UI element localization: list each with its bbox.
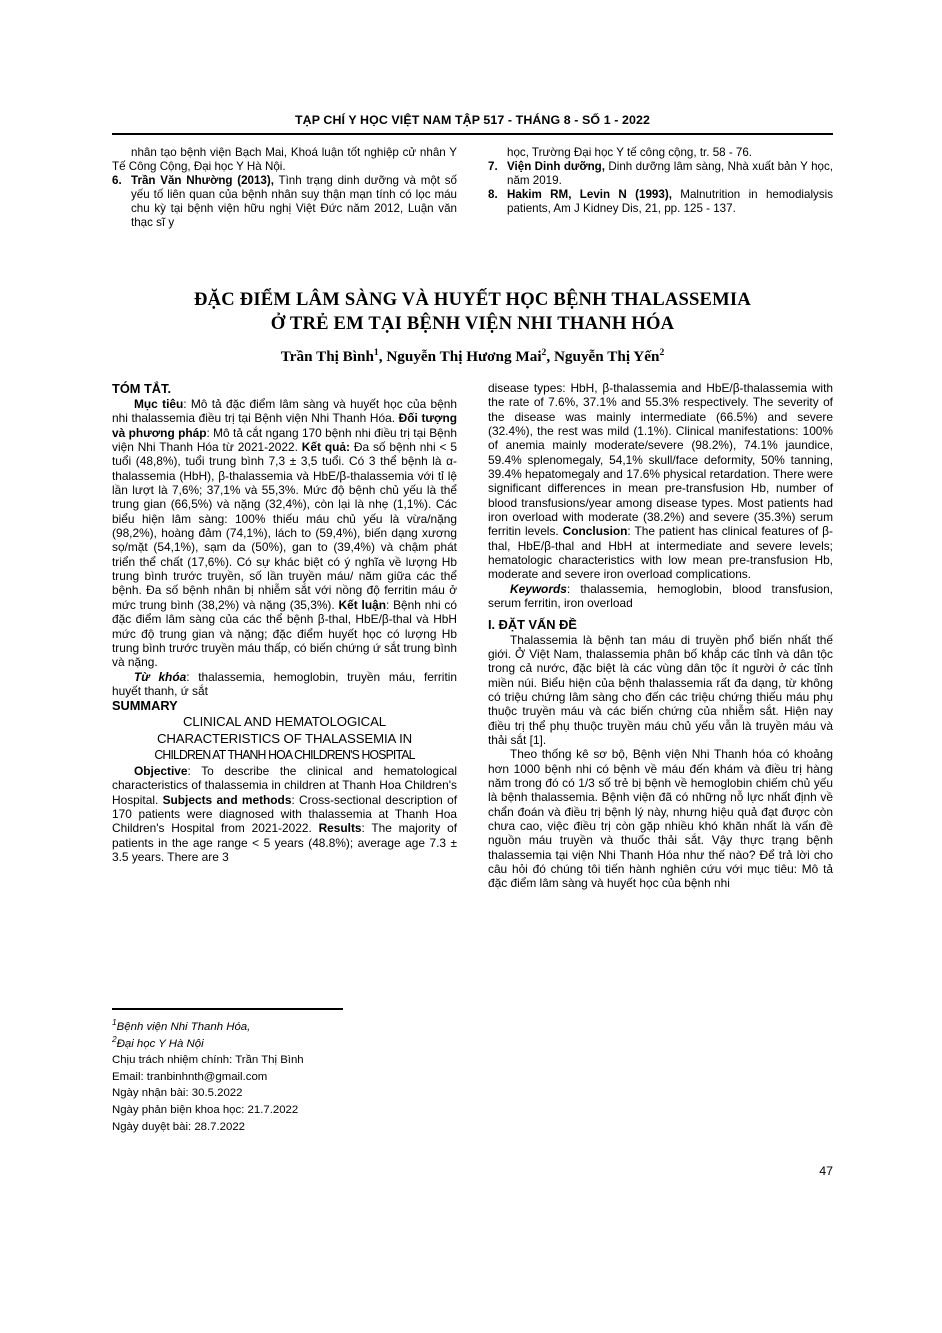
- body-column-right: [488, 381, 833, 891]
- reference-continuation-right: học, Trường Đại học Y tế công cộng, tr. 58 - 76.: [507, 146, 753, 159]
- article-title-line-1: ĐẶC ĐIỂM LÂM SÀNG VÀ HUYẾT HỌC BỆNH THALASSEMIA: [194, 289, 751, 310]
- abstract-en-methods-label: Subjects and methods: [162, 792, 292, 807]
- abstract-vi-conclusion-label: Kết luận: [338, 597, 386, 612]
- article-title: [112, 288, 833, 336]
- author-1-affiliation-marker: 1: [373, 346, 379, 358]
- footnote-affiliation-1-text: Bệnh viện Nhi Thanh Hóa,: [116, 1021, 251, 1033]
- abstract-vi-objective-text: : Mô tả đặc điểm lâm sàng và huyết học của bệnh nhi thalassemia điều trị tại Bệnh viện Nhi Thanh Hóa.: [112, 397, 457, 426]
- abstract-vi-results-label: Kết quả:: [301, 440, 350, 455]
- reference-number-8: 8.: [488, 187, 498, 201]
- running-head: TẠP CHÍ Y HỌC VIỆT NAM TẬP 517 - THÁNG 8 - SỐ 1 - 2022: [295, 113, 650, 127]
- reference-item-8: [488, 188, 833, 216]
- author-3: Nguyễn Thị Yến: [553, 348, 660, 365]
- reference-author-7: Viện Dinh dưỡng,: [507, 159, 605, 173]
- footnote-affiliation-1: [112, 1019, 457, 1036]
- footnote-marker-2: 2: [112, 1033, 117, 1044]
- abstract-vi-methods-text: : Mô tả cắt ngang 170 bệnh nhi điều trị tại Bệnh viện Nhi Thanh Hóa từ 2021-2022.: [112, 425, 457, 455]
- footnote-affiliation-2: [112, 1033, 457, 1053]
- references-column-left: [112, 146, 457, 229]
- references-column-right: [488, 146, 833, 216]
- body-column-left: [112, 381, 457, 864]
- reference-item-7: [488, 160, 833, 188]
- abstract-en-title-line-1: CLINICAL AND HEMATOLOGICAL: [182, 714, 387, 730]
- footnote-rule: [112, 1008, 343, 1010]
- abstract-en-body: [112, 764, 457, 864]
- abstract-vi-conclusion-text: : Bệnh nhi có đặc điểm lâm sàng của các thể bệnh β-thal, HbE/β-thal và HbH mức độ trung gian và nặng; đặc điểm huyết học có lượng Hb trung bình trước truyền máu thấp, có biến chứng ứ sắt trung bình và nặng.: [112, 597, 457, 670]
- section-intro-paragraph-2: Theo thống kê sơ bộ, Bệnh viện Nhi Thanh hóa có khoảng hơn 1000 bệnh nhi có bệnh về máu đến khám và điều trị hàng năm trong đó có 1/3 số trẻ bị bệnh về hemoglobin chiếm chủ yếu là bệnh thalassemia. Bệnh viện đã có những nỗ lực nhất định về chẩn đoán và điều trị bệnh lý này, nhưng hiệu quả đạt được còn chưa cao, việc điều trị còn gặp nhiều khó khăn nhất là vấn đề nguồn máu truyền và thuốc thải sắt. Vậy thực trạng bệnh thalassemia tại viện Nhi Thanh Hóa như thế nào? Để trả lời cho câu hỏi đó chúng tôi tiến hành nghiên cứu với mục tiêu: Mô tả đặc điểm lâm sàng và huyết học của bệnh nhi: [488, 747, 833, 891]
- section-intro-paragraph-1: Thalassemia là bệnh tan máu di truyền phổ biến nhất thế giới. Ở Việt Nam, thalassemia phân bố khắp các tỉnh và dân tộc trong cả nước, đặc biệt là các vùng dân tộc ít người ở các tỉnh miền núi. Biểu hiện của bệnh thalassemia rất đa dạng, từ không có triệu chứng lâm sàng cho đến các triệu chứng thiếu máu phụ thuộc truyền máu và các biến chứng của nhiễm sắt. Hiện nay điều trị thể phụ thuộc truyền máu chủ yếu vẫn là truyền máu và thải sắt [1].: [488, 632, 833, 747]
- abstract-en-objective-label: Objective: [134, 764, 188, 778]
- author-list: Trần Thị Bình$^1$, Nguyễn Thị Hương Mai$^2$, Nguyễn Thị Yến$^2$: [280, 346, 665, 365]
- abstract-en-keywords: [488, 582, 833, 611]
- footnote-marker-1: 1: [112, 1017, 117, 1028]
- reference-number-6: 6.: [112, 173, 122, 187]
- abstract-en-objective-text: : To describe the clinical and hematological characteristics of thalassemia in children at Thanh Hoa Children's Hospital.: [112, 764, 457, 807]
- reference-text-8: Malnutrition in hemodialysis patients, Am J Kidney Dis, 21, pp. 125 - 137.: [507, 187, 833, 215]
- section-intro-heading: I. ĐẶT VẤN ĐỀ: [488, 616, 577, 632]
- reference-item-6: [112, 174, 457, 230]
- reference-number-7: 7.: [488, 159, 498, 173]
- author-3-affiliation-marker: 2: [659, 346, 665, 358]
- abstract-en-heading: SUMMARY: [112, 698, 178, 714]
- abstract-en-title-line-3: CHILDREN AT THANH HOA CHILDREN'S HOSPITAL: [154, 747, 415, 763]
- abstract-vi-body: [112, 397, 457, 670]
- abstract-vi-keywords-text: : thalassemia, hemoglobin, truyền máu, ferritin huyết thanh, ứ sắt: [112, 669, 458, 698]
- abstract-vi-keywords-label: Từ khóa: [134, 669, 187, 684]
- abstract-en-results-text-tail: disease types: HbH, β-thalassemia and HbE/β-thalassemia with the rate of 7.6%, 37.1% and 55.3% respectively. The severity of the disease was mainly intermediate (66.5%) and severe (32.4%), the rest was mild (1.1%). Clinical manifestations: 100% of anemia mainly moderate/severe (98.2%), 74.1% jaundice, 59.4% splenomegaly, 54,1% skull/face deformity, 50% tanning, 39.4% hepatomegaly and 17.6% physical retardation. There were significant differences in mean pre-transfusion Hb, number of blood transfusions/year among disease types. Most patients had iron overload with moderate (38.2%) and severe (35.3%) serum ferritin levels.: [488, 381, 833, 539]
- article-title-line-2: Ở TRẺ EM TẠI BỆNH VIỆN NHI THANH HÓA: [270, 313, 675, 334]
- abstract-en-results-text-head: : The majority of patients in the age range < 5 years (48.8%); average age 7.3 ± 3.5 years. There are 3: [112, 821, 457, 865]
- abstract-vi-results-text: Đa số bệnh nhi < 5 tuổi (48,8%), tuổi trung bình 7,3 ± 3,5 tuổi. Có 3 thể bệnh là α-thalassemia (HbH), β-thalassemia và HbE/β-thalassemia với tỉ lệ lần lượt là 7,6%; 37,1% và 55,3%. Mức độ bệnh chủ yếu là thể trung gian (66,5%) và nặng (32,4%), còn lại là nhẹ (1,1%). Các biểu hiện lâm sàng: 100% thiếu máu chủ yếu là vừa/nặng (98,2%), hoàng đảm (74,1%), lách to (59,4%), biến dạng xương sọ/mặt (54,1%), sạm da (50%), gan to (39,4%) và chậm phát triển thể chất (17,6%). Có sự khác biệt có ý nghĩa về lượng Hb trung bình trước truyền, số lần truyền máu/ năm giữa các thể bệnh. Đa số bệnh nhân bị nhiễm sắt với nồng độ ferritin máu ở mức trung bình (38,2%) và nặng (35,3%).: [112, 440, 457, 612]
- abstract-vi-objective-label: Mục tiêu: [134, 397, 184, 411]
- abstract-vi-methods-label: Đối tượng và phương pháp: [112, 411, 457, 440]
- abstract-en-conclusion-label: Conclusion: [562, 524, 628, 539]
- author-1: Trần Thị Bình: [280, 348, 374, 365]
- abstract-en-keywords-text: : thalassemia, hemoglobin, blood transfusion, serum ferritin, iron overload: [488, 581, 833, 611]
- footnote-responsible-author: Chịu trách nhiệm chính: Trần Thị Bình: [112, 1054, 304, 1067]
- abstract-en-results-label: Results: [318, 821, 362, 836]
- page-number: 47: [819, 1164, 833, 1178]
- abstract-vi-keywords: [112, 670, 457, 699]
- author-2: Nguyễn Thị Hương Mai: [386, 348, 542, 365]
- abstract-vi-heading: TÓM TẮT.: [112, 381, 171, 396]
- footnote-affiliation-2-text: Đại học Y Hà Nội: [116, 1037, 204, 1050]
- reference-author-6: Trần Văn Nhường (2013),: [131, 173, 274, 187]
- abstract-en-methods-text: : Cross-sectional description of 170 patients were diagnosed with thalassemia at Thanh Hoa Children's Hospital from 2021-2022.: [112, 792, 458, 836]
- abstract-en-keywords-label: Keywords: [510, 581, 567, 596]
- footnote-date-accepted: Ngày duyệt bài: 28.7.2022: [112, 1120, 245, 1133]
- author-2-affiliation-marker: 2: [541, 346, 547, 358]
- reference-text-7: Dinh dưỡng lâm sàng, Nhà xuất bản Y học, năm 2019.: [507, 159, 833, 187]
- footnote-email[interactable]: Email: tranbinhnth@gmail.com: [112, 1070, 268, 1083]
- footnote-block: [112, 1008, 457, 1135]
- abstract-en-title-line-2: CHARACTERISTICS OF THALASSEMIA IN: [156, 730, 413, 746]
- running-head-rule: [112, 133, 833, 135]
- footnote-date-reviewed: Ngày phản biện khoa học: 21.7.2022: [112, 1103, 299, 1116]
- abstract-en-body-continued: [488, 381, 833, 582]
- abstract-en-conclusion-text: : The patient has clinical features of β-thal, HbE/β-thal and HbH at intermediate and severe levels; hematologic characteristics with low mean pre-transfusion Hb, moderate and severe iron overload complications.: [488, 524, 833, 582]
- footnote-date-received: Ngày nhận bài: 30.5.2022: [112, 1087, 243, 1100]
- reference-continuation-left: nhân tạo bệnh viện Bạch Mai, Khoá luận tốt nghiệp cử nhân Y Tế Công Cộng, Đại học Y Hà Nội.: [112, 146, 457, 173]
- reference-author-8: Hakim RM, Levin N (1993),: [507, 187, 672, 201]
- reference-text-6: Tình trạng dinh dưỡng và một số yếu tố liên quan của bệnh nhân suy thận mạn tính có lọc máu chu kỳ tại bệnh viện hữu nghị Việt Đức năm 2012, Luận văn thạc sĩ y: [131, 173, 458, 229]
